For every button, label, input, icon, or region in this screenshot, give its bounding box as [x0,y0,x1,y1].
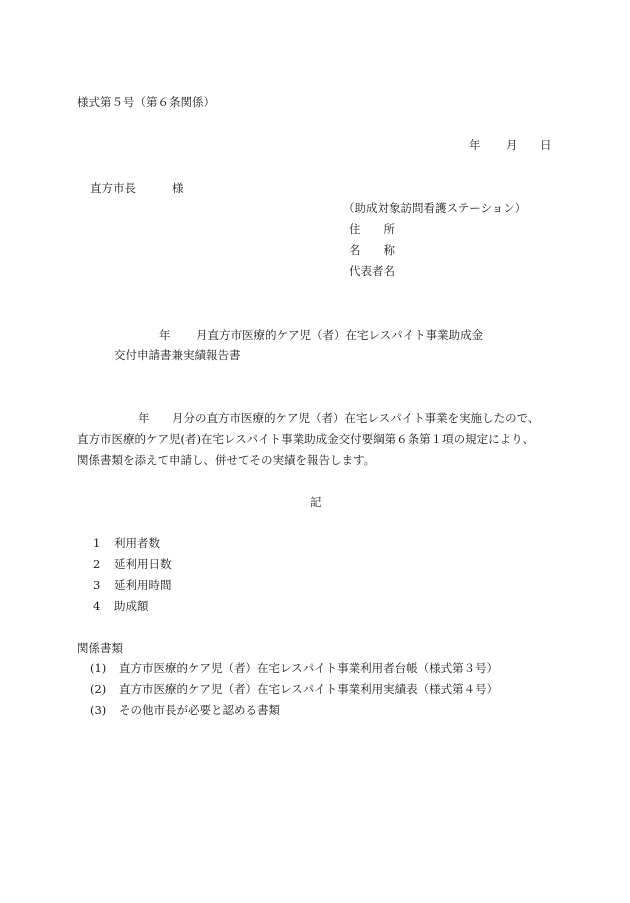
applicant-type: （助成対象訪問看護ステーション） [343,201,527,215]
related-item-number: (2) [90,682,107,696]
ki-heading: 記 [310,495,322,509]
date-day-label: 日 [540,138,552,152]
body-year-label: 年 [138,411,150,425]
form-number: 様式第５号（第６条関係） [77,95,215,109]
item-label: 延利用日数 [114,557,172,571]
title-year-label: 年 [159,328,171,342]
title-line-1: 月直方市医療的ケア児（者）在宅レスパイト事業助成金 [196,328,484,342]
item-label: 利用者数 [114,536,160,550]
item-label: 延利用時間 [114,578,172,592]
related-item-text: 直方市医療的ケア児（者）在宅レスパイト事業利用実績表（様式第４号） [119,682,499,696]
item-label: 助成額 [114,599,149,613]
related-item-text: その他市長が必要と認める書類 [119,703,280,717]
applicant-name-label: 名 称 [349,243,395,257]
date-year-label: 年 [469,138,481,152]
related-item-number: (1) [90,661,107,675]
applicant-representative-label: 代表者名 [349,264,395,278]
item-number: 2 [93,557,101,571]
body-line-2: 直方市医療的ケア児(者)在宅レスパイト事業助成金交付要綱第６条第１項の規定により、 [77,432,535,446]
related-item-number: (3) [90,703,107,717]
date-month-label: 月 [506,138,518,152]
body-line-3: 関係書類を添えて申請し、併せてその実績を報告します。 [77,453,376,467]
addressee-name: 直方市長 [90,181,136,195]
title-line-2: 交付申請書兼実績報告書 [114,348,241,362]
item-number: 1 [93,536,101,550]
related-item-text: 直方市医療的ケア児（者）在宅レスパイト事業利用者台帳（様式第３号） [119,661,499,675]
addressee-honorific: 様 [172,181,184,195]
related-documents-heading: 関係書類 [77,641,123,655]
item-number: 4 [93,599,101,613]
applicant-address-label: 住 所 [349,222,395,236]
body-line-1: 月分の直方市医療的ケア児（者）在宅レスパイト事業を実施したので、 [172,411,540,425]
item-number: 3 [93,578,101,592]
